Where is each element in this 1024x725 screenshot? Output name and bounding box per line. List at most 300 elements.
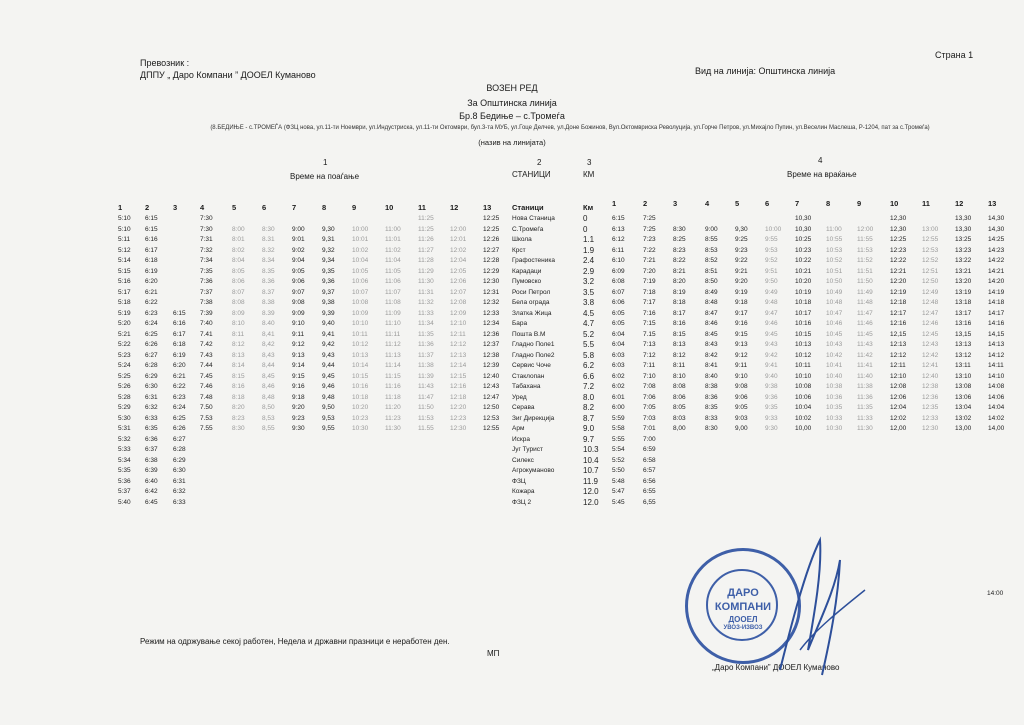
departure-time: 12:01 [450,236,467,243]
departure-time: 8:07 [232,288,245,296]
departure-time: 6:15 [145,225,158,233]
return-time: 9:08 [735,383,748,390]
return-time: 6:00 [612,404,625,411]
departure-time: 6:22 [145,299,158,306]
return-time: 12:38 [922,383,939,390]
return-time: 7:10 [643,372,656,380]
departure-time: 7.44 [200,362,213,369]
return-time: 14:02 [988,414,1005,422]
stamp-line-2: КОМПАНИ [714,601,772,613]
departure-time: 11:27 [418,246,434,254]
return-time: 12:17 [890,309,907,317]
return-time: 6:04 [612,341,625,348]
departure-time: 8,48 [262,393,275,401]
station-km: 10.7 [583,466,599,475]
return-time: 12:04 [890,404,907,411]
departure-time: 5:20 [118,320,131,327]
return-time: 7:05 [643,404,656,411]
return-time: 14,15 [988,330,1005,338]
departure-time: 10:09 [352,309,369,317]
departure-time: 9,41 [322,330,335,338]
return-time: 12,15 [890,330,907,338]
station-name: Гладно Поле1 [512,341,555,348]
departure-time: 11:11 [385,330,401,338]
return-time: 12:08 [890,383,907,390]
departure-time: 11:50 [418,404,434,411]
departure-time: 5:36 [118,477,131,485]
return-time: 7:00 [643,435,656,443]
return-time: 14:19 [988,288,1005,296]
return-time: 12:18 [890,299,907,306]
departure-time: 10:15 [352,372,369,380]
departure-time: 9:16 [292,383,305,390]
return-time: 13,30 [955,215,972,222]
return-time: 11:43 [857,341,873,348]
departure-time: 8,46 [262,383,275,390]
return-time: 9:16 [735,320,748,327]
station-name: Пумовско [512,278,542,285]
departure-time: 10:07 [352,288,369,296]
return-time: 10:02 [795,414,812,422]
return-time: 10:36 [826,393,843,401]
station-name: Роси Петрол [512,288,551,296]
return-time: 10,30 [795,225,812,233]
return-time: 14:08 [988,383,1005,390]
departure-time: 6:19 [173,351,186,359]
return-time: 11:51 [857,267,873,275]
departure-time: 11:26 [418,236,434,243]
station-km: 8.0 [583,392,595,402]
return-time: 5:47 [612,488,625,495]
station-km: 10.4 [583,455,599,465]
departure-time: 9,40 [322,320,335,327]
departure-time: 10:02 [352,246,369,254]
station-name: Серава [512,404,535,411]
return-time: 14:20 [988,278,1005,285]
departure-time: 11:31 [418,288,434,296]
return-time: 5:54 [612,446,625,453]
departure-time: 8:30 [232,425,245,432]
return-time: 8:53 [705,246,718,254]
return-time: 11:00 [826,225,842,233]
departure-time: 5:22 [118,341,131,348]
departure-time: 9,32 [322,246,335,254]
return-time: 8:06 [673,393,686,401]
return-col-header: 1 [612,199,617,208]
departure-time: 11:06 [385,278,401,285]
return-time: 13:18 [955,299,972,306]
departure-time: 6:24 [173,404,186,411]
departure-time: 6:18 [173,341,186,348]
departure-time: 10:18 [352,393,369,401]
return-time: 10:52 [826,257,843,264]
departure-time: 11:37 [418,351,434,359]
return-time: 10:40 [826,372,843,380]
return-col-header: 2 [643,199,648,208]
departure-time: 8.39 [262,309,275,317]
title-line-number: Бр.8 Бедиње – с.Тромеѓа [459,111,565,121]
return-time: 7:08 [643,383,656,390]
departure-time: 8:23 [232,414,245,422]
return-time: 12:51 [922,267,939,275]
return-time: 11:55 [857,236,873,243]
return-time: 13:25 [955,236,972,243]
return-time: 5:58 [612,425,625,432]
departure-time: 9,34 [322,257,335,264]
station-km: 2.9 [583,266,595,276]
return-time: 9:51 [765,267,778,275]
departure-time: 11:36 [418,341,434,348]
return-time: 14:21 [988,267,1005,275]
return-time: 10:08 [795,383,812,390]
return-time: 6:12 [612,236,625,243]
return-time: 6:02 [612,372,625,380]
departure-time: 8.34 [262,257,275,264]
station-name: Бара [512,320,528,327]
return-time: 9:48 [765,299,778,306]
return-time: 8:15 [673,330,686,338]
return-time: 13:11 [955,362,971,369]
departure-time: 12:32 [483,299,500,306]
return-col-header: 6 [765,199,770,208]
return-time: 8:12 [673,351,686,359]
return-col-header: 8 [826,199,831,208]
departure-time: 6:30 [173,467,186,474]
return-time: 9:45 [765,330,778,338]
departure-time: 6:37 [145,446,158,453]
departure-time: 12:30 [450,425,467,432]
departure-time: 8:16 [232,383,245,390]
station-name: Арм [512,425,525,432]
departure-time: 6:16 [173,320,186,327]
departure-time: 8,41 [262,330,275,338]
departure-time: 7:34 [200,257,213,264]
return-time: 12:30 [922,425,939,432]
return-time: 8:03 [673,414,686,422]
departure-time: 9,46 [322,383,335,390]
departure-time: 7:31 [200,236,213,243]
station-name: Нова Станица [512,215,555,222]
return-time: 6:59 [643,446,656,453]
return-time: 14:10 [988,372,1005,380]
return-time: 10:42 [826,351,843,359]
return-time: 12:22 [890,257,907,264]
departure-time: 7:38 [200,299,213,306]
return-time: 8:50 [705,278,718,285]
departure-time: 11:53 [418,414,434,422]
departure-time: 12:34 [483,320,500,327]
return-time: 12:55 [922,236,939,243]
return-time: 12:33 [922,414,939,422]
return-time: 9:03 [735,414,748,422]
departure-time: 6:29 [173,456,186,464]
departure-time: 12:38 [483,351,500,359]
return-time: 12:23 [890,246,907,254]
departure-time: 9:15 [292,372,305,380]
departure-time: 12:16 [450,383,467,390]
departure-time: 11:43 [418,383,434,390]
return-time: 9:47 [765,309,778,317]
station-name: ФЗЦ [512,477,526,485]
return-time: 12:19 [890,288,907,296]
return-time: 9:49 [765,288,778,296]
departure-time: 11:00 [385,225,401,233]
return-time: 8:19 [673,288,686,296]
return-time: 10:45 [826,330,843,338]
return-time: 8,00 [673,425,686,432]
departure-time: 6:20 [173,362,186,369]
station-name: Карадаци [512,267,542,275]
departure-time: 11.55 [418,425,434,432]
departure-col-header: 5 [232,203,237,212]
departure-time: 6:31 [173,477,186,485]
return-time: 10:22 [795,257,812,264]
station-name: Пошта В.М [512,330,546,338]
return-time: 9:25 [735,236,748,243]
departure-time: 11:09 [385,309,401,317]
departure-time: 8:00 [232,225,245,233]
section-4-number: 4 [818,156,823,165]
departure-time: 6:28 [173,446,186,453]
departure-time: 11:35 [418,330,434,338]
departure-time: 11:28 [418,257,434,264]
return-time: 10:12 [795,351,812,359]
return-time: 13:04 [955,404,972,411]
return-time: 12:16 [890,320,907,327]
station-name: ФЗЦ 2 [512,498,532,506]
station-km: 2.4 [583,256,595,265]
departure-time: 9,36 [322,278,335,285]
departure-time: 11:15 [385,372,401,380]
departure-time: 7.46 [200,383,213,390]
departure-time: 10:16 [352,383,369,390]
departure-time: 9:01 [292,236,305,243]
departure-time: 6:15 [145,215,158,222]
departure-time: 5:21 [118,330,131,338]
departure-time: 7:36 [200,278,213,285]
departure-time: 5:10 [118,215,131,222]
return-time: 13:10 [955,372,972,380]
return-time: 14:17 [988,309,1005,317]
departure-time: 5:29 [118,404,131,411]
departure-time: 10:11 [352,330,368,338]
departure-time: 8.37 [262,288,275,296]
departure-time: 9:05 [292,267,305,275]
line-type: Вид на линија: Општинска линија [695,66,836,76]
departure-time: 7.50 [200,404,213,411]
return-time: 8:38 [705,383,718,390]
station-name: Школа [512,236,532,243]
departure-time: 6:20 [145,278,158,285]
return-time: 8:42 [705,351,718,359]
return-time: 12:02 [890,414,907,422]
return-time: 11:47 [857,309,873,317]
departure-time: 11:14 [385,362,401,369]
departure-time: 6:32 [145,404,158,411]
departure-time: 9,45 [322,372,335,380]
departure-time: 5:24 [118,362,131,369]
station-km: 11.9 [583,476,598,486]
departure-time: 5:23 [118,351,131,359]
departure-time: 9:23 [292,414,305,422]
return-time: 8:35 [705,404,718,411]
departure-time: 9,42 [322,341,335,348]
return-time: 13:12 [955,351,972,359]
return-time: 8:51 [705,267,718,275]
return-time: 14:16 [988,320,1005,327]
return-time: 9:19 [735,288,748,296]
return-time: 14:25 [988,236,1005,243]
departure-time: 12:20 [450,404,467,411]
departure-time: 9,50 [322,404,335,411]
departure-time: 6:35 [145,425,158,432]
departure-time: 6:38 [145,456,158,464]
departure-time: 7.45 [200,372,213,380]
return-time: 9:17 [735,309,748,317]
departure-time: 7.43 [200,351,213,359]
departure-time: 6:28 [145,362,158,369]
departure-time: 6:45 [145,498,158,506]
return-time: 11:53 [857,246,873,254]
departure-time: 5:31 [118,425,131,432]
return-time: 7:22 [643,246,656,254]
departure-time: 9:11 [292,330,305,338]
departure-time: 10:20 [352,404,369,411]
departure-time: 10:00 [352,225,369,233]
return-time: 6:13 [612,225,625,233]
departure-time: 6:30 [145,383,158,390]
departure-time: 12:02 [450,246,467,254]
departure-time: 12:31 [483,288,500,296]
station-km: 5.5 [583,340,595,349]
return-time: 7:20 [643,267,656,275]
return-time: 8:40 [705,372,718,380]
return-time: 5:50 [612,467,625,474]
return-time: 5:52 [612,456,625,464]
departure-time: 6:39 [145,467,158,474]
return-time: 9:33 [765,414,778,422]
return-time: 8:41 [705,362,718,369]
return-time: 9:41 [765,362,778,369]
return-time: 6:03 [612,351,625,359]
departure-time: 8:20 [232,404,245,411]
return-time: 12:21 [890,267,907,275]
departure-time: 6:42 [145,488,158,495]
departure-time: 5:15 [118,267,131,275]
return-time: 13:21 [955,267,972,275]
return-time: 12:53 [922,246,939,254]
return-time: 8:49 [705,288,718,296]
return-time: 7:01 [643,425,656,432]
departure-time: 12:30 [483,278,500,285]
return-time: 7:11 [643,362,656,369]
departure-time: 7.41 [200,330,213,338]
return-time: 11:50 [857,278,873,285]
return-time: 8:47 [705,309,718,317]
return-time: 10:00 [765,225,782,233]
return-time: 7:12 [643,351,656,359]
return-time: 10:11 [795,362,811,369]
departure-time: 12:12 [450,341,467,348]
title-line-kind: За Општинска линија [467,98,557,108]
departure-time: 5:14 [118,257,131,264]
departure-time: 6:32 [173,488,186,495]
departure-time: 8:18 [232,393,245,401]
departure-time: 9:09 [292,309,305,317]
return-time: 7:21 [643,257,656,264]
return-time: 11:46 [857,320,873,327]
departure-time: 11:05 [385,267,401,275]
return-time: 12:52 [922,257,939,264]
departure-time: 9,43 [322,351,335,359]
departure-time: 8,44 [262,362,275,369]
departure-time: 5:25 [118,372,131,380]
return-time: 13:20 [955,278,972,285]
return-time: 5:45 [612,498,625,506]
company-footer: „Даро Компани” ДООЕЛ Куманово [712,663,840,672]
return-time: 9:00 [705,225,718,233]
return-time: 8:33 [705,414,718,422]
return-time: 12:45 [922,330,939,338]
departure-time: 11:32 [418,299,434,306]
return-time: 10:17 [795,309,812,317]
return-time: 6:08 [612,278,625,285]
return-time: 8:48 [705,299,718,306]
station-name: Крст [512,246,526,254]
return-time: 10:16 [795,320,812,327]
return-time: 11:41 [857,362,873,369]
departure-time: 9,30 [322,225,335,233]
station-name: Југ Турист [512,446,543,453]
departure-time: 12:25 [483,225,500,233]
departure-time: 6:27 [145,351,158,359]
return-time: 9:40 [765,372,778,380]
return-time: 12:00 [857,225,874,233]
return-time: 13:13 [955,341,972,348]
return-col-header: 7 [795,199,800,208]
departure-time: 9,48 [322,393,335,401]
departure-time: 11:04 [385,257,401,264]
return-col-header: 3 [673,199,678,208]
departure-time: 12:10 [450,320,467,327]
return-time: 6:11 [612,246,625,254]
departure-time: 5:10 [118,225,131,233]
departure-time: 8.35 [262,267,275,275]
return-time: 11:33 [857,414,873,422]
departure-time: 5:37 [118,488,131,495]
departure-col-header: 7 [292,203,297,212]
return-time: 10:10 [795,372,812,380]
station-name: Графостеника [512,257,555,264]
departure-time: 6:26 [173,425,186,432]
return-time: 13:17 [955,309,972,317]
departure-time: 7:32 [200,246,213,254]
return-time: 9:20 [735,278,748,285]
return-col-header: 5 [735,199,740,208]
departure-time: 8.40 [262,320,275,327]
station-km: 12.0 [583,487,599,496]
return-time: 10:04 [795,404,812,411]
return-time: 7:13 [643,341,656,348]
departure-time: 12:06 [450,278,467,285]
return-time: 9:42 [765,351,778,359]
return-time: 9:15 [735,330,748,338]
return-time: 12:50 [922,278,939,285]
return-time: 8:20 [673,278,686,285]
section-2-number: 2 [537,158,542,167]
return-time: 10:25 [795,236,812,243]
departure-time: 12:26 [483,236,500,243]
